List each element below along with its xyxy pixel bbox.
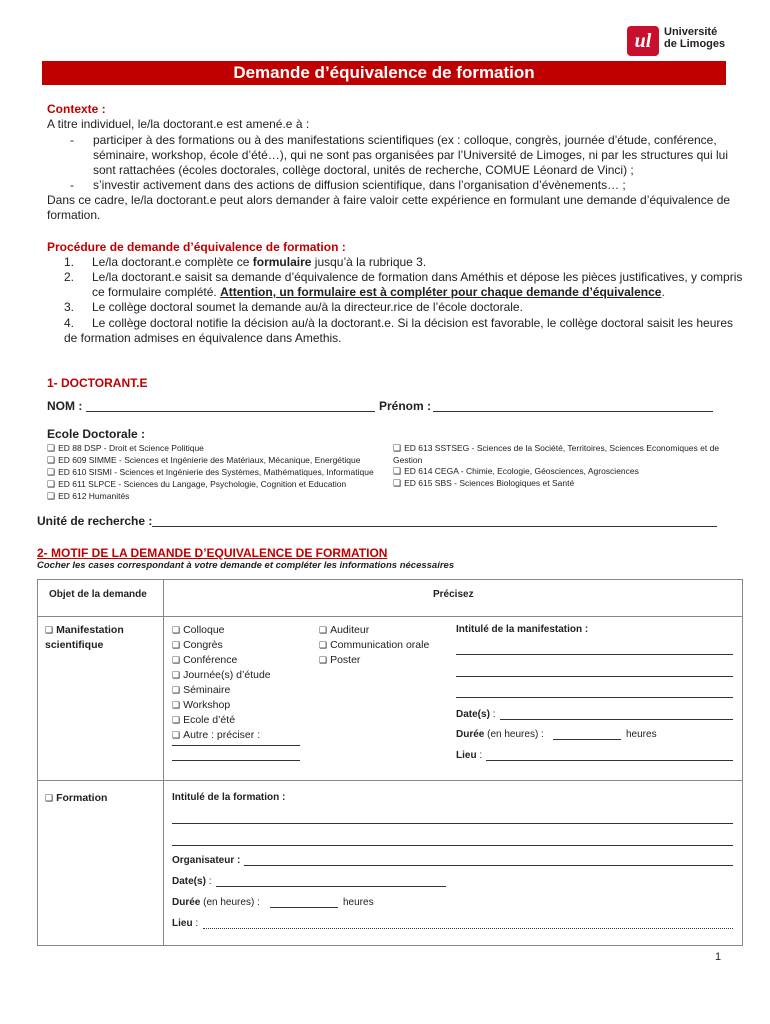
context-bullet1-l1: participer à des formations ou à des manifestations scientifiques (ex : colloque, congrès, journée d’étude, conférence,	[93, 133, 717, 147]
manif-dates-input[interactable]	[500, 719, 733, 720]
role-option[interactable]: ❑ Auditeur	[319, 624, 370, 636]
formation-duree-input[interactable]	[270, 907, 338, 908]
ed-right-list	[393, 443, 719, 490]
checkbox-icon: ❑	[319, 656, 328, 666]
university-logo-mark: ul	[627, 26, 659, 56]
context-bullet1-l3: sont rattachées (écoles doctorales, collège doctoral, unités de recherche, COMUE Léonard de Vinci) ;	[93, 163, 634, 177]
procedure-heading: Procédure de demande d’équivalence de formation :	[47, 240, 346, 254]
ed-option[interactable]: ❑ ED 614 CEGA - Chimie, Ecologie, Géosciences, Agrosciences	[393, 466, 639, 477]
checkbox-icon: ❑	[47, 480, 56, 490]
step-number: 3.	[64, 300, 75, 314]
intitule-formation-label: Intitulé de la formation :	[172, 792, 286, 803]
context-heading: Contexte :	[47, 102, 106, 116]
table-column-divider	[163, 579, 164, 945]
type-option[interactable]: ❑ Congrès	[172, 639, 223, 651]
section1-heading: 1- DOCTORANT.E	[47, 376, 148, 390]
ed-option[interactable]: ❑ ED 615 SBS - Sciences Biologiques et Santé	[393, 478, 575, 489]
intitule-manifestation-input-2[interactable]	[456, 676, 733, 677]
bullet-dash: -	[70, 178, 74, 192]
ed-option[interactable]: ❑ ED 611 SLPCE - Sciences du Langage, Psychologie, Cognition et Education	[47, 479, 347, 490]
intitule-formation-input-2[interactable]	[172, 845, 733, 846]
checkbox-icon: ❑	[172, 686, 181, 696]
checkbox-icon: ❑	[47, 492, 56, 502]
context-intro: A titre individuel, le/la doctorant.e est amené.e à :	[47, 117, 310, 131]
procedure-step2-l2: ce formulaire complété. Attention, un formulaire est à compléter pour chaque demande d’équivalence.	[92, 285, 665, 299]
context-outro-l1: Dans ce cadre, le/la doctorant.e peut alors demander à faire valoir cette expérience en formulant une demande d’équivalence de	[47, 193, 731, 207]
ed-option[interactable]: ❑ ED 613 SSTSEG - Sciences de la Société, Territoires, Sciences Economiques et de	[393, 443, 720, 454]
type-option[interactable]: ❑ Colloque	[172, 624, 225, 636]
ed-option[interactable]: ❑ ED 609 SIMME - Sciences et Ingénierie des Matériaux, Mécanique, Energétique	[47, 455, 361, 466]
checkbox-icon: ❑	[47, 468, 56, 478]
context-bullet2: s’investir activement dans des actions de diffusion scientifique, dans l’organisation d’évènements… ;	[93, 178, 626, 192]
checkbox-icon: ❑	[172, 656, 181, 666]
organisateur-input[interactable]	[244, 865, 733, 866]
intitule-manifestation-label: Intitulé de la manifestation :	[456, 624, 589, 635]
unite-recherche-input[interactable]	[152, 526, 717, 527]
intitule-manifestation-input-3[interactable]	[456, 697, 733, 698]
manif-duree-label: Durée (en heures) :	[456, 729, 544, 740]
procedure-step3: Le collège doctoral soumet la demande au/à la directeur.rice de l’école doctorale.	[92, 300, 523, 314]
manifestation-option[interactable]: ❑ Manifestation scientifique	[45, 624, 124, 651]
checkbox-icon: ❑	[172, 716, 181, 726]
checkbox-icon: ❑	[172, 641, 181, 651]
type-option[interactable]: ❑ Séminaire	[172, 684, 231, 696]
manif-lieu-label: Lieu :	[456, 750, 483, 761]
prenom-input[interactable]	[433, 411, 713, 412]
ed-option[interactable]: ❑ ED 88 DSP - Droit et Science Politique	[47, 443, 204, 454]
type-option[interactable]: ❑ Autre : préciser :	[172, 729, 261, 741]
formation-dates-input[interactable]	[216, 886, 446, 887]
type-option[interactable]: ❑ Journée(s) d’étude	[172, 669, 271, 681]
checkbox-icon: ❑	[319, 626, 328, 636]
autre-input-1[interactable]	[172, 745, 300, 746]
role-list	[319, 623, 429, 668]
formation-lieu-input[interactable]	[203, 928, 733, 929]
manif-heures-unit: heures	[626, 729, 657, 740]
manifestation-type-list	[172, 623, 271, 743]
unite-recherche-label: Unité de recherche :	[37, 514, 153, 528]
column-precisez-header: Précisez	[433, 589, 474, 600]
checkbox-icon: ❑	[172, 701, 181, 711]
section2-instructions: Cocher les cases correspondant à votre demande et compléter les informations nécessaires	[37, 560, 455, 571]
ed-left-list	[47, 443, 374, 503]
logo-line2: de Limoges	[664, 38, 726, 50]
checkbox-icon: ❑	[393, 479, 402, 489]
nom-input[interactable]	[86, 411, 375, 412]
ed-option-continuation: Gestion	[393, 455, 423, 465]
role-option[interactable]: ❑ Poster	[319, 654, 361, 666]
procedure-step2-l1: Le/la doctorant.e saisit sa demande d’équivalence de formation dans Améthis et dépose les pièces justificatives, y compris	[92, 270, 743, 284]
table-header-divider	[37, 616, 743, 617]
prenom-label: Prénom :	[379, 399, 432, 413]
table-row-divider	[37, 780, 743, 781]
page-number: 1	[715, 951, 722, 963]
checkbox-icon: ❑	[172, 731, 181, 741]
formation-heures-unit: heures	[343, 897, 374, 908]
university-logo-text	[664, 26, 725, 50]
step-number: 4.	[64, 316, 75, 330]
formation-duree-label: Durée (en heures) :	[172, 897, 260, 908]
checkbox-icon: ❑	[47, 444, 56, 454]
intitule-formation-input-1[interactable]	[172, 823, 733, 824]
step-number: 2.	[64, 270, 75, 284]
checkbox-icon: ❑	[172, 671, 181, 681]
procedure-step4-l1: Le collège doctoral notifie la décision au/à la doctorant.e. Si la décision est favorable, le collège doctoral saisit les heures	[92, 316, 734, 330]
page-title: Demande d’équivalence de formation	[42, 61, 726, 85]
formation-option[interactable]: ❑ Formation	[45, 792, 108, 804]
section2-heading: 2- MOTIF DE LA DEMANDE D’EQUIVALENCE DE FORMATION	[37, 546, 388, 560]
nom-label: NOM :	[47, 399, 83, 413]
ecole-doctorale-label: Ecole Doctorale :	[47, 427, 146, 441]
logo-line1: Université	[664, 26, 718, 38]
bullet-dash: -	[70, 133, 74, 147]
manif-dates-label: Date(s) :	[456, 709, 496, 720]
ed-option[interactable]: ❑ ED 610 SISMI - Sciences et Ingénierie des Systèmes, Mathématiques, Informatique	[47, 467, 374, 478]
checkbox-icon: ❑	[393, 467, 402, 477]
checkbox-icon: ❑	[47, 456, 56, 466]
checkbox-icon: ❑	[45, 626, 54, 636]
formation-dates-label: Date(s) :	[172, 876, 212, 887]
formation-lieu-label: Lieu :	[172, 918, 199, 929]
role-option[interactable]: ❑ Communication orale	[319, 639, 430, 651]
column-objet-header: Objet de la demande	[49, 589, 147, 600]
checkbox-icon: ❑	[172, 626, 181, 636]
checkbox-icon: ❑	[319, 641, 328, 651]
type-option[interactable]: ❑ Conférence	[172, 654, 238, 666]
procedure-step1: Le/la doctorant.e complète ce formulaire jusqu’à la rubrique 3.	[92, 255, 427, 269]
type-option[interactable]: ❑ Workshop	[172, 699, 231, 711]
context-outro-l2: formation.	[47, 208, 101, 222]
step-number: 1.	[64, 255, 75, 269]
autre-input-2[interactable]	[172, 760, 300, 761]
manif-lieu-input[interactable]	[486, 760, 733, 761]
checkbox-icon: ❑	[45, 794, 54, 804]
procedure-step4-l2: de formation admises en équivalence dans Amethis.	[64, 331, 342, 345]
ed-option[interactable]: ❑ ED 612 Humanités	[47, 491, 130, 502]
type-option[interactable]: ❑ Ecole d’été	[172, 714, 236, 726]
checkbox-icon: ❑	[393, 444, 402, 454]
organisateur-label: Organisateur :	[172, 855, 241, 866]
context-bullet1-l2: séminaire, workshop, école d’été…), qui ne sont pas organisées par l’Université de Limoges, ni par les structures qui lui	[93, 148, 728, 162]
manif-duree-input[interactable]	[553, 739, 621, 740]
intitule-manifestation-input-1[interactable]	[456, 654, 733, 655]
